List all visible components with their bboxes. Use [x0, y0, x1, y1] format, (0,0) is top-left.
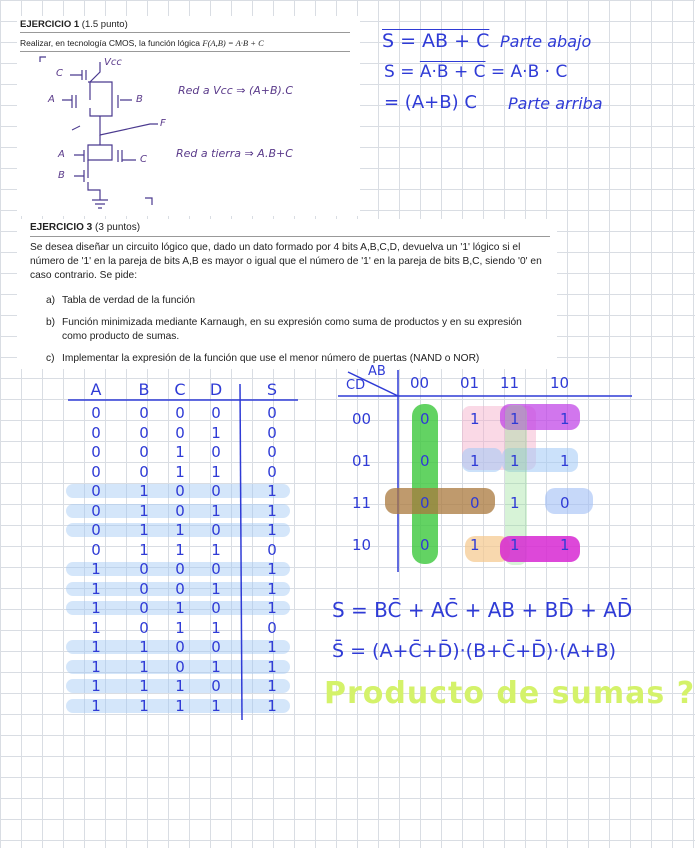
kmap-cell: 0	[420, 410, 430, 428]
truth-table-cell: 1	[267, 638, 277, 656]
truth-table-cell: 0	[175, 423, 185, 442]
truth-table-cell: 1	[91, 579, 101, 598]
truth-table-cell: 1	[139, 501, 149, 520]
truth-table-cell: 0	[139, 423, 149, 442]
kmap-cell: 0	[470, 494, 480, 512]
truth-table-cell: 0	[91, 521, 101, 539]
truth-table-cell: 0	[139, 599, 149, 617]
kmap-cell: 1	[510, 452, 520, 470]
note-line1: S = AB + C	[382, 30, 490, 52]
truth-table-cell: 1	[175, 618, 185, 637]
truth-table-cell: 0	[267, 462, 277, 481]
input-a-bottom: A	[58, 149, 65, 160]
kmap-cell: 1	[510, 494, 520, 512]
producto-de-sumas-highlight: Producto de sumas ?	[324, 676, 695, 711]
truth-table-cell: 0	[139, 462, 149, 481]
truth-table-cell: 0	[267, 540, 277, 559]
item-a-text: Tabla de verdad de la función	[62, 295, 196, 306]
truth-table-cell: 0	[139, 443, 149, 461]
item-a-mark: a)	[46, 295, 56, 306]
truth-table-cell: 0	[139, 404, 149, 422]
truth-table-cell: 0	[175, 638, 185, 656]
truth-table-cell: 1	[175, 521, 185, 539]
truth-table-cell: 1	[139, 677, 149, 695]
exercise-1-points: (1.5 punto)	[81, 19, 128, 30]
truth-table-cell: 1	[211, 540, 221, 559]
kmap-cell: 1	[510, 536, 520, 554]
item-c-mark: c)	[46, 353, 55, 364]
note-parte-arriba: Parte arriba	[508, 94, 603, 113]
kmap-row-header: 01	[352, 452, 372, 470]
note-line3: = (A+B) C	[384, 92, 477, 113]
truth-table-cell: 1	[267, 579, 277, 598]
pull-down-note: Red a tierra ⇒ A.B+C	[176, 147, 293, 160]
exercise-3-intro: Se desea diseñar un circuito lógico que, dado un dato formado por 4 bits A,B,C,D, devuelva un '1' lógico si el número de '1' en la pareja de bits A,B es mayor o igual que el número de '1' en la pareja de bits B,C, siendo '0' en caso contrario. Se pide:	[30, 242, 542, 281]
kmap-row-header: 00	[352, 410, 372, 428]
truth-table-cell: 1	[91, 599, 101, 617]
kmap-col-header: 00	[410, 374, 430, 392]
item-c-text: Implementar la expresión de la función que use el menor número de puertas (NAND o NOR)	[62, 353, 480, 364]
truth-table-cell: 0	[211, 443, 221, 461]
truth-table-cell: 1	[91, 560, 101, 578]
truth-table-cell: 1	[91, 677, 101, 695]
truth-table-cell: 1	[91, 657, 101, 676]
note-line2-expr: A·B + C	[419, 62, 486, 82]
input-c-bottom: C	[140, 154, 147, 165]
kmap-row-header: 10	[352, 536, 372, 554]
vcc-label: Vcc	[104, 57, 122, 68]
pos-expression: S̄ = (A+C̄+D̄)·(B+C̄+D̄)·(A+B)	[332, 640, 617, 662]
truth-table-cell: 1	[211, 501, 221, 520]
note-line2-lhs: S =	[384, 62, 415, 82]
pull-up-note: Red a Vcc ⇒ (A+B).C	[178, 84, 294, 97]
kmap-col-header: 01	[460, 374, 480, 392]
truth-table-cell: 1	[267, 657, 277, 676]
item-b-text: Función minimizada mediante Karnaugh, en su expresión como suma de productos y en su expresión como producto de sumas.	[62, 317, 522, 342]
truth-table-cell: 0	[139, 579, 149, 598]
kmap-cell: 1	[470, 410, 480, 428]
truth-table-cell: 0	[91, 482, 101, 500]
sop-expression: S = BC̄ + AC̄ + AB + BD̄ + AD̄	[332, 598, 633, 622]
kmap-col-header: 10	[550, 374, 570, 392]
truth-table-cell: 0	[91, 443, 101, 461]
truth-table-cell: 1	[211, 618, 221, 637]
truth-table-header-s: S	[266, 380, 278, 399]
kmap-cell: 0	[420, 536, 430, 554]
truth-table-cell: 0	[267, 618, 277, 637]
kmap-col-header: 11	[500, 374, 520, 392]
truth-table-header-c: C	[174, 380, 186, 399]
input-a-top: A	[48, 94, 55, 105]
truth-table-cell: 1	[267, 560, 277, 578]
truth-table-cell: 0	[91, 404, 101, 422]
truth-table-cell: 1	[267, 501, 277, 520]
truth-table-header-b: B	[138, 380, 150, 399]
note-line2-rhs: = A·B · C	[490, 62, 568, 82]
truth-table-cell: 1	[175, 443, 185, 461]
truth-table-cell: 0	[267, 423, 277, 442]
input-c-top: C	[56, 68, 63, 79]
truth-table-cell: 0	[175, 482, 185, 500]
exercise-3-points: (3 puntos)	[95, 222, 141, 233]
truth-table-cell: 1	[267, 599, 277, 617]
truth-table-cell: 1	[211, 462, 221, 481]
exercise-3-title-text: EJERCICIO 3	[30, 222, 93, 233]
truth-table-cell: 0	[211, 560, 221, 578]
truth-table-cell: 1	[267, 482, 277, 500]
truth-table-cell: 1	[139, 482, 149, 500]
truth-table-cell: 1	[91, 696, 101, 715]
truth-table-cell: 1	[139, 521, 149, 539]
truth-table-cell: 1	[175, 696, 185, 715]
truth-table-cell: 1	[211, 657, 221, 676]
output-f: F	[160, 118, 166, 129]
truth-table-cell: 1	[267, 677, 277, 695]
truth-table-cell: 0	[211, 638, 221, 656]
truth-table-cell: 1	[211, 423, 221, 442]
truth-table-cell: 0	[211, 677, 221, 695]
truth-table-cell: 0	[267, 443, 277, 461]
truth-table-cell: 1	[139, 657, 149, 676]
kmap-cell: 1	[470, 536, 480, 554]
truth-table-cell: 1	[175, 540, 185, 559]
kmap-cell: 1	[470, 452, 480, 470]
truth-table-cell: 0	[175, 579, 185, 598]
truth-table-cell: 1	[175, 599, 185, 617]
truth-table-cell: 0	[139, 618, 149, 637]
kmap-cell: 1	[510, 410, 520, 428]
truth-table-cell: 0	[139, 560, 149, 578]
truth-table-cell: 1	[175, 462, 185, 481]
truth-table-cell: 0	[175, 404, 185, 422]
truth-table-cell: 0	[91, 501, 101, 520]
truth-table-cell: 1	[139, 696, 149, 715]
kmap-cell: 0	[560, 494, 570, 512]
kmap-cell: 0	[420, 452, 430, 470]
kmap-cell: 0	[420, 494, 430, 512]
truth-table-header-a: A	[90, 380, 102, 399]
kmap-row-header: 11	[352, 494, 372, 512]
input-b-bottom: B	[58, 170, 65, 181]
truth-table-cell: 0	[175, 560, 185, 578]
exercise-1-function: F(A,B) = A·B + C	[202, 38, 264, 48]
note-parte-abajo: Parte abajo	[500, 32, 592, 51]
truth-table-header-d: D	[209, 380, 223, 399]
kmap-cell: 1	[560, 536, 570, 554]
truth-table-cell: 1	[267, 521, 277, 539]
truth-table-cell: 1	[211, 696, 221, 715]
truth-table-cell: 0	[211, 404, 221, 422]
truth-table-cell: 0	[175, 501, 185, 520]
truth-table-cell: 1	[139, 540, 149, 559]
kmap-cell: 1	[560, 410, 570, 428]
truth-table-cell: 0	[175, 657, 185, 676]
input-b-top: B	[136, 94, 143, 105]
truth-table-cell: 0	[211, 521, 221, 539]
kmap-corner-cd: CD	[346, 378, 366, 393]
truth-table-cell: 0	[267, 404, 277, 422]
kmap-cell: 1	[560, 452, 570, 470]
truth-table-cell: 0	[91, 540, 101, 559]
truth-table-cell: 1	[211, 579, 221, 598]
exercise-1-statement-text: Realizar, en tecnología CMOS, la función lógica	[20, 38, 201, 48]
truth-table-cell: 1	[91, 638, 101, 656]
item-b-mark: b)	[46, 317, 56, 328]
truth-table-cell: 1	[91, 618, 101, 637]
kmap-corner-ab: AB	[368, 364, 386, 379]
truth-table-cell: 0	[91, 462, 101, 481]
truth-table-cell: 0	[211, 599, 221, 617]
truth-table-cell: 1	[139, 638, 149, 656]
truth-table-cell: 0	[211, 482, 221, 500]
truth-table-cell: 0	[91, 423, 101, 442]
truth-table-cell: 1	[267, 696, 277, 715]
exercise-1-title-text: EJERCICIO 1	[20, 19, 80, 30]
truth-table-cell: 1	[175, 677, 185, 695]
